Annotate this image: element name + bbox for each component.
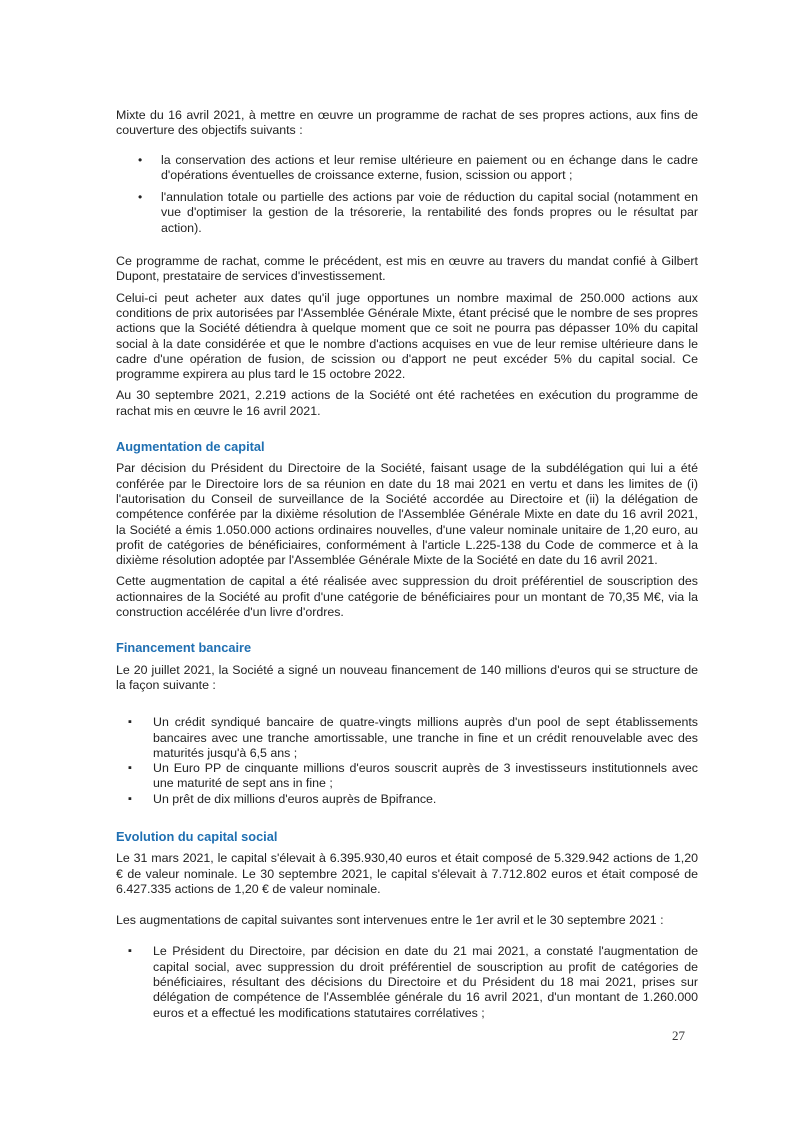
financement-item: ▪ Un Euro PP de cinquante millions d'euros souscrit auprès de 3 investisseurs institutionnels avec une maturité de sept ans in fine ; — [116, 761, 698, 792]
objectives-list — [116, 153, 698, 236]
rachat-paragraph: Celui-ci peut acheter aux dates qu'il juge opportunes un nombre maximal de 250.000 actions aux conditions de prix autorisées par l'Assemblée Générale Mixte, étant précisé que le nombre de ses propres actions que la Société détiendra à quelque moment que ce soit ne pourra pas dépasser 10% du capital social à la date considérée et que le nombre d'actions acquises en vue de leur remise ultérieure dans le cadre d'une opération de fusion, de scission ou d'apport ne peut excéder 5% du capital social. Ce programme expirera au plus tard le 15 octobre 2022. — [116, 290, 698, 382]
augmentation-paragraph: Cette augmentation de capital a été réalisée avec suppression du droit préférentiel de souscription des actionnaires de la Société au profit d'une catégorie de bénéficiaires pour un montant de 70,35 M€, via la construction accélérée d'un livre d'ordres. — [116, 574, 698, 620]
financement-item: ▪ Un prêt de dix millions d'euros auprès de Bpifrance. — [116, 792, 698, 807]
evolution-item: ▪ Le Président du Directoire, par décision en date du 21 mai 2021, a constaté l'augmentation de capital social, avec suppression du droit préférentiel de souscription au profit de catégories de bénéficiaires, résultant des décisions du Directoire et du Président du 18 mai 2021, prises sur délégation de compétence de l'Assemblée générale du 16 avril 2021, d'un montant de 1.260.000 euros et a effectué les modifications statutaires corrélatives ; — [116, 944, 698, 1020]
evolution-paragraph: Le 31 mars 2021, le capital s'élevait à 6.395.930,40 euros et était composé de 5.329.942 actions de 1,20 € de valeur nominale. Le 30 septembre 2021, le capital s'élevait à 7.712.802 euros et était composé de 6.427.335 actions de 1,20 € de valeur nominale. — [116, 851, 698, 896]
financement-list — [116, 715, 698, 807]
page-number: 27 — [672, 1028, 685, 1043]
intro-paragraph: Mixte du 16 avril 2021, à mettre en œuvre un programme de rachat de ses propres actions, aux fins de couverture des objectifs suivants : — [116, 108, 698, 138]
evolution-list — [116, 944, 698, 1020]
section-heading-augmentation: Augmentation de capital — [116, 439, 265, 455]
evolution-intro: Les augmentations de capital suivantes sont intervenues entre le 1er avril et le 30 septembre 2021 : — [116, 913, 664, 928]
objective-item: • la conservation des actions et leur remise ultérieure en paiement ou en échange dans le cadre d'opérations éventuelles de croissance externe, fusion, scission ou apport ; — [116, 153, 698, 184]
augmentation-paragraph: Par décision du Président du Directoire de la Société, faisant usage de la subdélégation qui lui a été conférée par le Directoire lors de sa réunion en date du 18 mai 2021 en vertu et dans les limites de (i) l'autorisation du Conseil de surveillance de la Société accordée au Directoire et (ii) la délégation de compétence conférée par la dixième résolution de l'Assemblée Générale Mixte en date du 16 avril 2021, la Société a émis 1.050.000 actions ordinaires nouvelles, d'une valeur nominale unitaire de 1,20 euro, au profit de catégories de bénéficiaires, conformément à l'article L.225-138 du Code de commerce et à la dixième résolution adoptée par l'Assemblée Générale Mixte de la Société en date du 16 avril 2021. — [116, 461, 698, 568]
objective-item: • l'annulation totale ou partielle des actions par voie de réduction du capital social (notamment en vue d'optimiser la gestion de la trésorerie, la rentabilité des fonds propres ou le résultat par action). — [116, 190, 698, 236]
financement-intro: Le 20 juillet 2021, la Société a signé un nouveau financement de 140 millions d'euros qui se structure de la façon suivante : — [116, 662, 698, 692]
page-content — [116, 108, 698, 1021]
rachat-paragraph: Ce programme de rachat, comme le précédent, est mis en œuvre au travers du mandat confié à Gilbert Dupont, prestataire de services d'investissement. — [116, 254, 698, 284]
section-heading-financement: Financement bancaire — [116, 640, 252, 656]
financement-item: ▪ Un crédit syndiqué bancaire de quatre-vingts millions auprès d'un pool de sept établissements bancaires avec une tranche amortissable, une tranche in fine et un crédit renouvelable avec des maturités jusqu'à 6,5 ans ; — [116, 715, 698, 761]
rachat-paragraph: Au 30 septembre 2021, 2.219 actions de la Société ont été rachetées en exécution du programme de rachat mis en œuvre le 16 avril 2021. — [116, 388, 698, 418]
section-heading-evolution: Evolution du capital social — [116, 828, 278, 844]
